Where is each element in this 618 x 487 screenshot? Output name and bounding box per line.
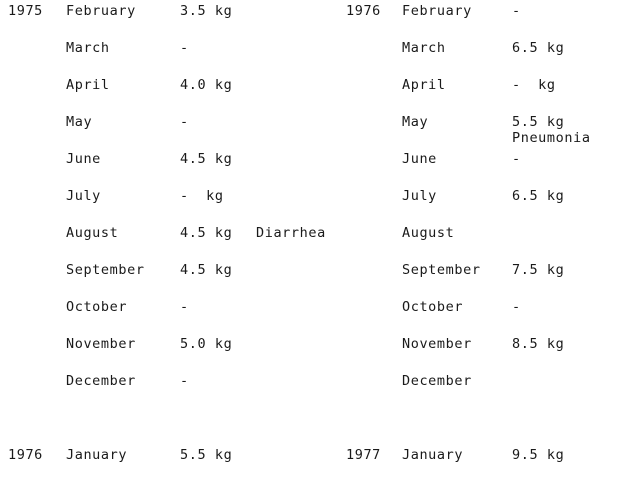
month-label: October	[402, 299, 464, 315]
month-label: December	[402, 373, 472, 389]
month-label: December	[66, 373, 136, 389]
year-label: 1977	[346, 447, 381, 463]
month-label: November	[402, 336, 472, 352]
weight-value: - kg	[512, 77, 556, 93]
weight-value: -	[180, 40, 189, 56]
month-label: August	[66, 225, 119, 241]
month-label: January	[66, 447, 128, 463]
month-label: September	[66, 262, 145, 278]
weight-value: 7.5 kg	[512, 262, 565, 278]
weight-value: -	[180, 299, 189, 315]
month-label: February	[402, 3, 472, 19]
year-label: 1976	[8, 447, 43, 463]
weight-value: 8.5 kg	[512, 336, 565, 352]
month-label: May	[66, 114, 93, 130]
weight-value: -	[512, 3, 521, 19]
month-label: March	[66, 40, 110, 56]
weight-value: 5.0 kg	[180, 336, 233, 352]
month-label: September	[402, 262, 481, 278]
month-label: April	[402, 77, 446, 93]
weight-value: -	[512, 151, 521, 167]
month-label: November	[66, 336, 136, 352]
weight-value: -	[180, 114, 189, 130]
weight-value: 4.5 kg	[180, 151, 233, 167]
month-label: May	[402, 114, 429, 130]
weight-value: 6.5 kg	[512, 40, 565, 56]
month-label: June	[402, 151, 437, 167]
weight-value: 4.5 kg	[180, 225, 233, 241]
month-label: July	[66, 188, 101, 204]
weight-value: 9.5 kg	[512, 447, 565, 463]
month-label: April	[66, 77, 110, 93]
weight-value: 6.5 kg	[512, 188, 565, 204]
weight-value: - kg	[180, 188, 224, 204]
month-label: July	[402, 188, 437, 204]
weight-value: -	[512, 299, 521, 315]
weight-value: 4.0 kg	[180, 77, 233, 93]
month-label: June	[66, 151, 101, 167]
note-label: Diarrhea	[256, 225, 326, 241]
month-label: October	[66, 299, 128, 315]
condition-note: Pneumonia	[512, 130, 591, 146]
weight-value: 5.5 kg	[512, 114, 565, 130]
year-label: 1975	[8, 3, 43, 19]
weight-value: 4.5 kg	[180, 262, 233, 278]
weight-value: -	[180, 373, 189, 389]
weight-value: 5.5 kg	[180, 447, 233, 463]
year-label: 1976	[346, 3, 381, 19]
weight-value: 3.5 kg	[180, 3, 233, 19]
month-label: January	[402, 447, 464, 463]
month-label: March	[402, 40, 446, 56]
month-label: August	[402, 225, 455, 241]
month-label: February	[66, 3, 136, 19]
